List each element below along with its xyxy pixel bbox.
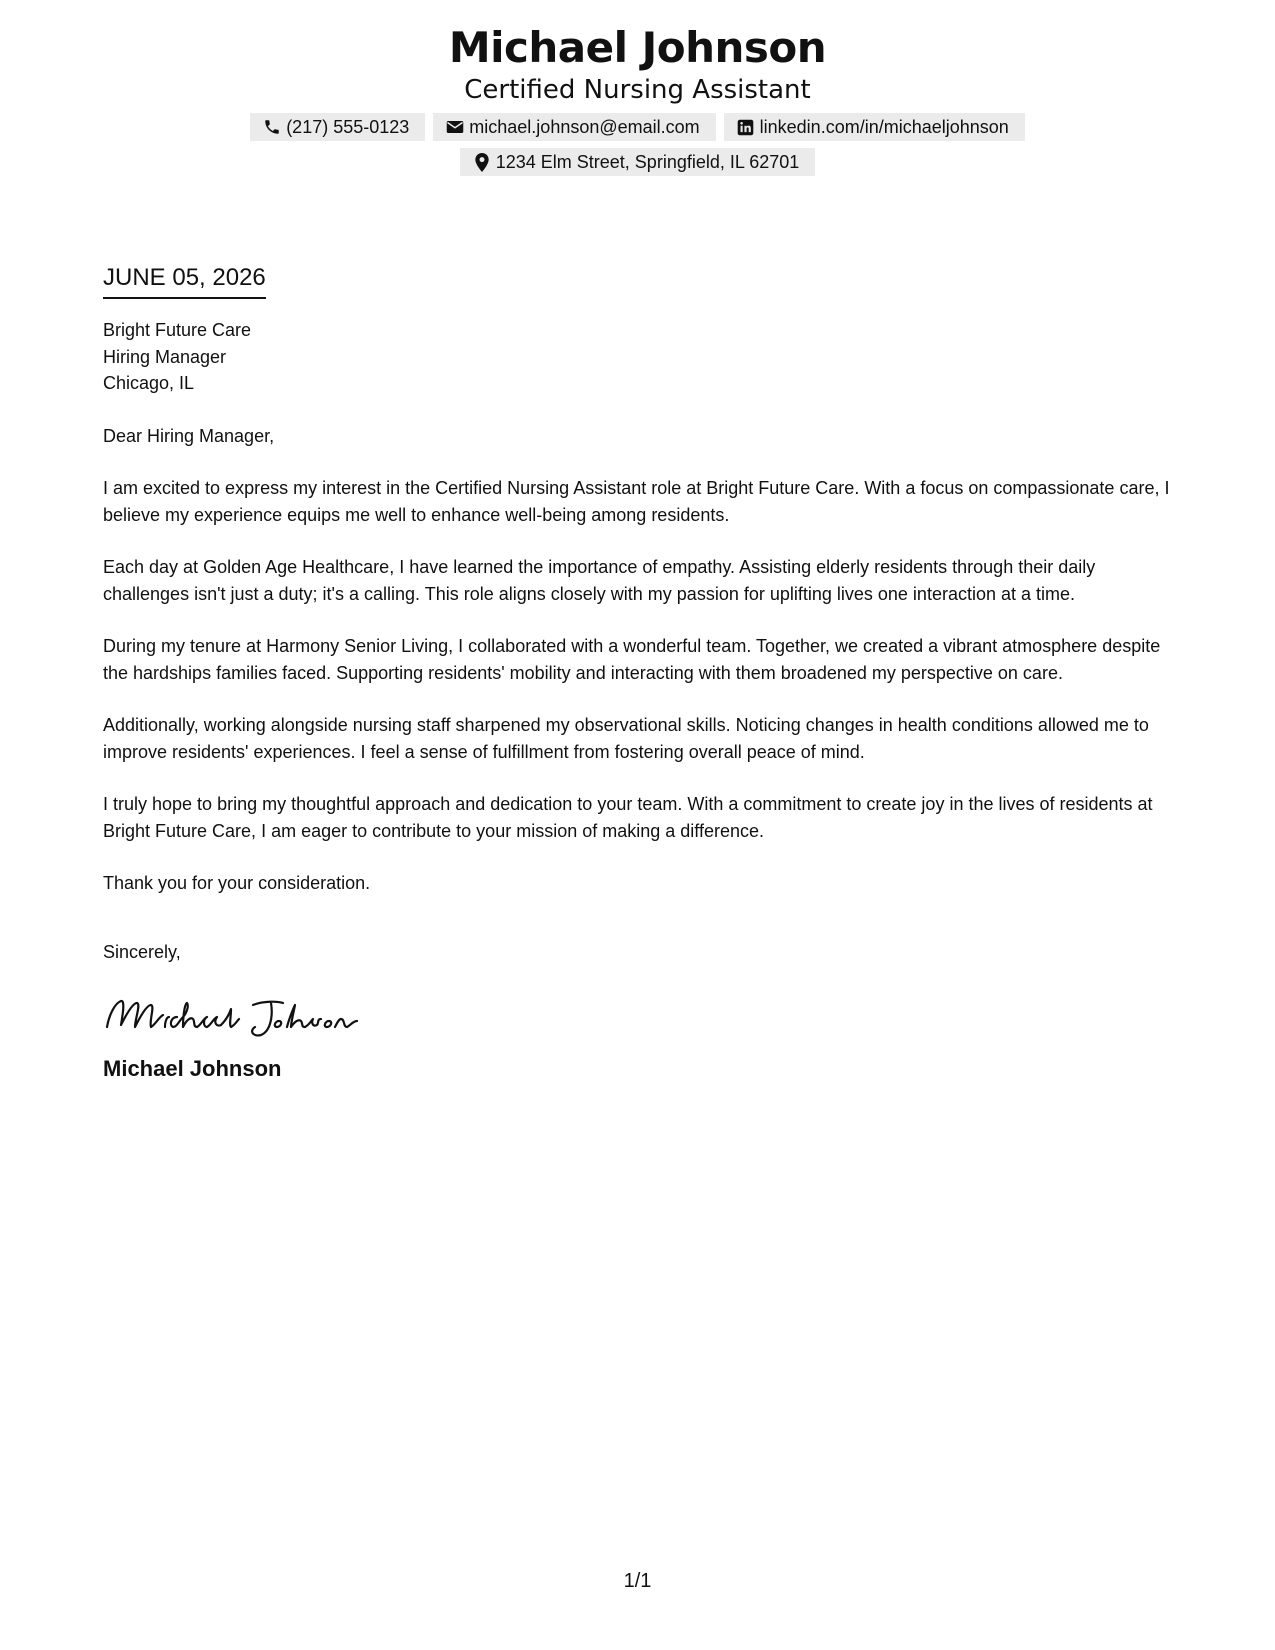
contact-address	[460, 148, 816, 176]
handwritten-signature	[103, 991, 1173, 1041]
signer-name: Michael Johnson	[103, 1056, 282, 1081]
paragraph-5: I truly hope to bring my thoughtful approach and dedication to your team. With a commitment to create joy in the lives of residents at Bright Future Care, I am eager to contribute to your mission of making a difference.	[103, 794, 1153, 841]
page-indicator: 1/1	[623, 1570, 652, 1592]
applicant-title: Certified Nursing Assistant	[464, 75, 811, 105]
thanks-line: Thank you for your consideration.	[103, 873, 371, 893]
paragraph-2: Each day at Golden Age Healthcare, I have learned the importance of empathy. Assisting elderly residents through their daily challenges isn't just a duty; it's a calling. This role aligns closely with my passion for uplifting lives one interaction at a time.	[103, 557, 1096, 604]
recipient-company: Bright Future Care	[103, 320, 252, 340]
salutation: Dear Hiring Manager,	[103, 425, 275, 446]
closing-line: Sincerely,	[103, 941, 181, 962]
contact-linkedin[interactable]	[724, 113, 1025, 141]
contact-row-primary	[0, 113, 1275, 141]
phone-icon	[262, 117, 282, 137]
paragraph-4: Additionally, working alongside nursing staff sharpened my observational skills. Noticing changes in health conditions allowed me to improve residents' experiences. I feel a sense of fulfillment from fostering overall peace of mind.	[103, 715, 1149, 762]
contact-phone	[250, 113, 425, 141]
map-marker-icon	[472, 152, 492, 172]
letter-body	[103, 262, 1173, 1083]
recipient-role: Hiring Manager	[103, 346, 227, 367]
applicant-name: Michael Johnson	[448, 23, 827, 72]
contact-email[interactable]	[433, 113, 715, 141]
linkedin-icon	[736, 117, 756, 137]
recipient-location: Chicago, IL	[103, 373, 195, 393]
paragraph-1: I am excited to express my interest in the Certified Nursing Assistant role at Bright Future Care. With a focus on compassionate care, I believe my experience equips me well to enhance well-being among residents.	[103, 478, 1170, 525]
envelope-icon	[445, 117, 465, 137]
linkedin-text: linkedin.com/in/michaeljohnson	[759, 116, 1009, 137]
letter-date: JUNE 05, 2026	[103, 262, 266, 299]
contact-row-secondary	[0, 148, 1275, 176]
paragraph-3: During my tenure at Harmony Senior Living, I collaborated with a wonderful team. Together, we created a vibrant atmosphere despite the hardships families faced. Supporting residents' mobility and interacting with them broadened my perspective on care.	[103, 636, 1161, 683]
address-text: 1234 Elm Street, Springfield, IL 62701	[495, 151, 800, 172]
phone-text: (217) 555-0123	[286, 116, 410, 137]
recipient-block	[103, 317, 1173, 397]
letter-header	[0, 22, 1275, 176]
email-text: michael.johnson@email.com	[469, 116, 700, 137]
